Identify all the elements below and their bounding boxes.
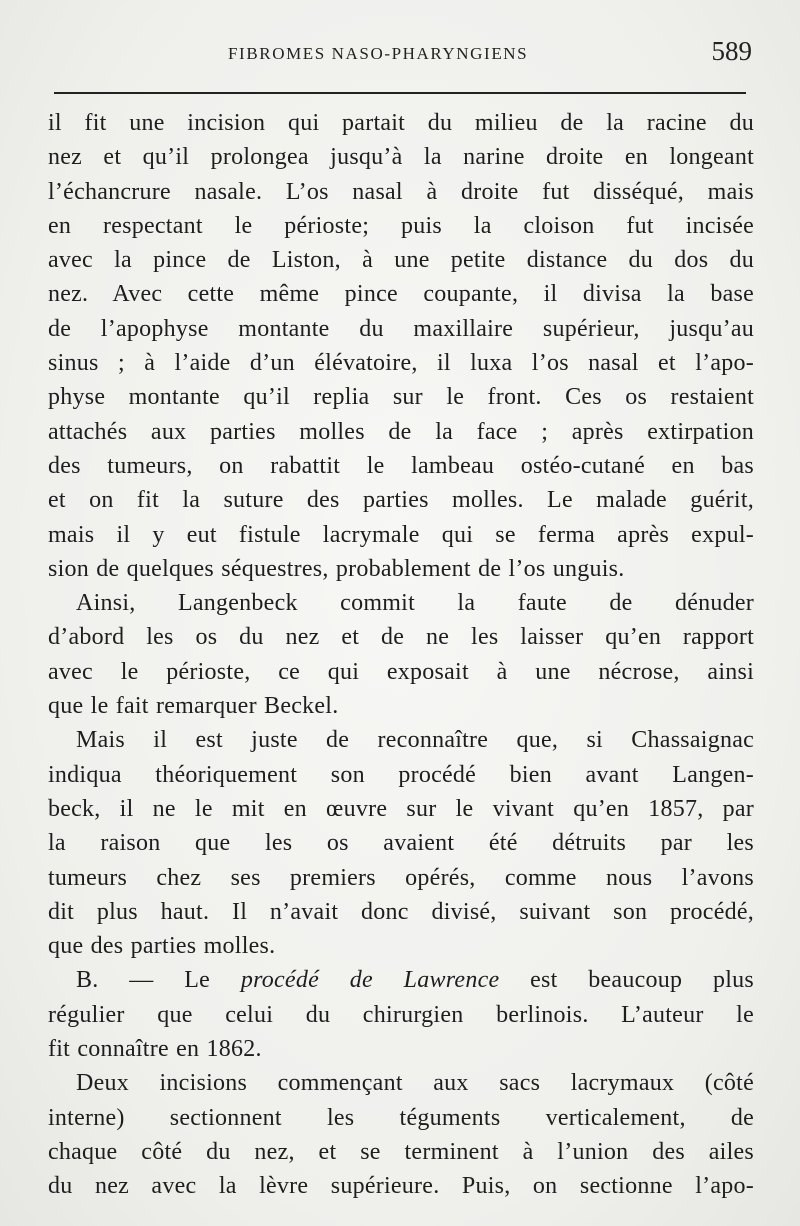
text-line: d’abord les os du nez et de ne les laisser qu’en rapport	[48, 624, 754, 651]
text-line: mais il y eut fistule lacrymale qui se ferma après expul-	[48, 521, 754, 548]
text-line: fit connaître en 1862.	[48, 1036, 262, 1063]
text-segment: est beaucoup plus	[499, 967, 754, 994]
text-line: de l’apophyse montante du maxillaire supérieur, jusqu’au	[48, 315, 754, 342]
text-line: régulier que celui du chirurgien berlinois. L’auteur le	[48, 1001, 754, 1028]
page-header	[48, 36, 752, 70]
text-line: la raison que les os avaient été détruits par les	[48, 830, 754, 857]
text-line: interne) sectionnent les téguments verticalement, de	[48, 1104, 754, 1131]
text-line: que des parties molles.	[48, 933, 276, 960]
text-line: avec la pince de Liston, à une petite distance du dos du	[48, 247, 754, 274]
text-line: il fit une incision qui partait du milieu de la racine du	[48, 110, 754, 136]
text-line: et on fit la suture des parties molles. Le malade guérit,	[48, 487, 754, 514]
text-line: en respectant le périoste; puis la cloison fut incisée	[48, 212, 754, 239]
text-line: Ainsi, Langenbeck commit la faute de dénuder	[76, 590, 754, 617]
text-line: du nez avec la lèvre supérieure. Puis, on sectionne l’apo-	[48, 1173, 754, 1200]
text-line: avec le périoste, ce qui exposait à une nécrose, ainsi	[48, 658, 754, 685]
text-line: attachés aux parties molles de la face ; après extirpation	[48, 418, 754, 445]
text-line: l’échancrure nasale. L’os nasal à droite fut disséqué, mais	[48, 178, 754, 205]
running-head: FIBROMES NASO-PHARYNGIENS	[228, 44, 529, 63]
text-line: nez et qu’il prolongea jusqu’à la narine droite en longeant	[48, 144, 754, 171]
text-line: Mais il est juste de reconnaître que, si Chassaignac	[76, 727, 754, 754]
text-line: sion de quelques séquestres, probablement de l’os unguis.	[48, 555, 625, 582]
text-line: chaque côté du nez, et se terminent à l’union des ailes	[48, 1138, 754, 1165]
text-line	[48, 963, 754, 997]
header-rule	[54, 92, 746, 94]
text-line: physe montante qu’il replia sur le front. Ces os restaient	[48, 384, 754, 411]
text-segment: B. — Le	[76, 967, 241, 994]
text-line: nez. Avec cette même pince coupante, il divisa la base	[48, 281, 754, 308]
text-line: des tumeurs, on rabattit le lambeau ostéo-cutané en bas	[48, 452, 754, 479]
text-line: beck, il ne le mit en œuvre sur le vivant qu’en 1857, par	[48, 795, 754, 822]
text-line: indiqua théoriquement son procédé bien avant Langen-	[48, 761, 754, 788]
page-number: 589	[711, 36, 752, 66]
text-line: sinus ; à l’aide d’un élévatoire, il luxa l’os nasal et l’apo-	[48, 350, 754, 377]
italic-procedure-name: procédé de Lawrence	[240, 967, 500, 994]
text-line: que le fait remarquer Beckel.	[48, 693, 339, 720]
body-text	[48, 106, 754, 1204]
text-line: Deux incisions commençant aux sacs lacrymaux (côté	[76, 1070, 754, 1097]
text-line: dit plus haut. Il n’avait donc divisé, suivant son procédé,	[48, 898, 754, 925]
text-line: tumeurs chez ses premiers opérés, comme nous l’avons	[48, 864, 754, 891]
